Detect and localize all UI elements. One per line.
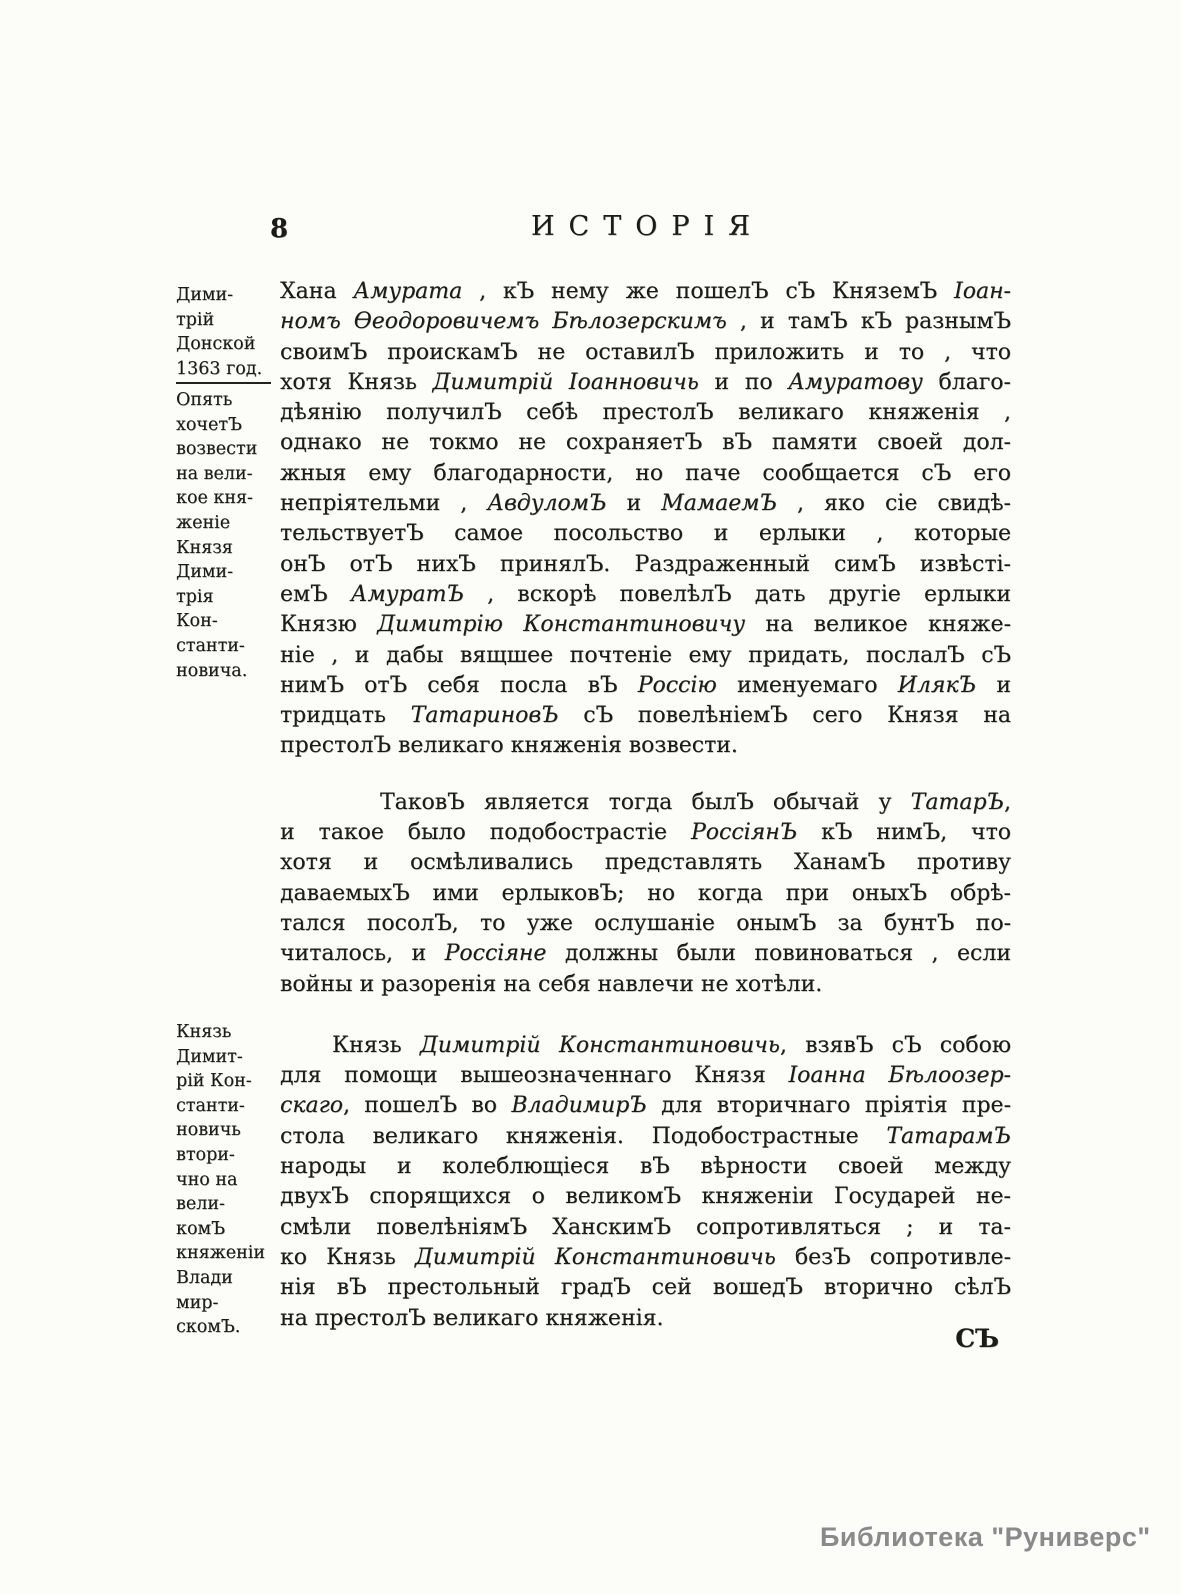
text-line: Хана Амурата , кЪ нему же пошелЪ сЪ КняземЪ Іоан-: [280, 279, 1011, 304]
margin-note-line: скомЪ.: [176, 1317, 241, 1338]
text-line: непріятельми , АвдуломЪ и МамаемЪ , яко сіе свидѣ-: [280, 491, 1011, 517]
margin-note-line: Дими-: [176, 285, 234, 305]
margin-note-divider-rule: [176, 382, 271, 384]
text-line: нія вЪ престольный градЪ сей вошедЪ вторично сѣлЪ: [280, 1275, 1011, 1301]
text-line: смѣли повелѣніямЪ ХанскимЪ сопротивляться ; и та-: [280, 1214, 1011, 1240]
text-line: войны и разоренія на себя навлечи не хотѣли.: [280, 971, 823, 997]
text-line: двухЪ спорящихся о великомЪ княженіи Государей не-: [280, 1184, 1011, 1210]
margin-note-line: станти-: [176, 1095, 245, 1116]
running-head: ИСТОРІЯ: [531, 211, 764, 242]
text-line: стола великаго княженія. Подобострастные ТатарамЪ: [280, 1123, 1011, 1149]
margin-note-line: Опять: [176, 390, 233, 410]
margin-note-prince-second-reign: [176, 1020, 274, 1340]
text-line: для помощи вышеозначеннаго Князя Іоанна Бѣлоозер-: [280, 1063, 1011, 1089]
margin-note-line: кое кня-: [176, 488, 253, 509]
text-line: народы и колеблющіеся вЪ вѣрности своей между: [280, 1154, 1011, 1180]
text-line: и такое было подобострастіе РоссіянЪ кЪ нимЪ, что: [280, 820, 1012, 846]
text-line: жныя ему благодарности, но паче сообщается сЪ его: [280, 460, 1011, 486]
text-line: тридцать ТатариновЪ сЪ повелѣніемЪ сего Князя на: [280, 703, 1012, 729]
library-watermark: Библиотека "Руниверс": [820, 1522, 1151, 1552]
text-line: читалось, и Россіяне должны были повиноваться , если: [280, 941, 1011, 967]
margin-note-line: рій Кон-: [176, 1071, 252, 1092]
margin-note-line: новича.: [176, 660, 248, 681]
text-line: дѣянію получилЪ себѣ престолЪ великаго княженія ,: [280, 400, 1011, 426]
margin-note-line: Кон-: [176, 611, 218, 632]
text-line: нимЪ отЪ себя посла вЪ Россію именуемаго ИлякЪ и: [280, 672, 1011, 698]
margin-note-line: возвести: [176, 439, 258, 460]
margin-note-line: хочетЪ: [176, 414, 242, 435]
text-line: своимЪ проискамЪ не оставилЪ приложить и то , что: [280, 339, 1011, 365]
margin-note-line: вели-: [176, 1194, 225, 1215]
text-line: номъ Ѳеодоровичемъ Бѣлозерскимъ , и тамЪ кЪ разнымЪ: [280, 309, 1012, 335]
margin-note-line: на вели-: [176, 463, 253, 484]
margin-note-line: Влади: [176, 1267, 233, 1288]
text-line: Князь Димитрій Константиновичь, взявЪ сЪ собою: [332, 1032, 1012, 1058]
paragraph: [280, 277, 1011, 762]
text-line: хотя и осмѣливались представлять ХанамЪ противу: [280, 850, 1011, 876]
paragraph: [280, 788, 1011, 1000]
text-line: ніе , и дабы вящшее почтеніе ему придать, послалЪ сЪ: [280, 642, 1011, 668]
margin-note-line: Донской: [176, 334, 256, 355]
margin-note-line: комЪ: [176, 1218, 225, 1239]
margin-note-line: новичь: [176, 1120, 241, 1141]
paragraph: [280, 1031, 1011, 1334]
text-line: ко Князь Димитрій Константиновичь безЪ сопротивле-: [280, 1244, 1012, 1270]
text-line: тался посолЪ, то уже ослушаніе онымЪ за бунтЪ по-: [280, 910, 1011, 936]
margin-note-line: Дими-: [176, 562, 234, 583]
catchword: СЪ: [955, 1324, 999, 1353]
text-line: престолЪ великаго княженія возвести.: [280, 733, 738, 759]
margin-note-line: втори-: [176, 1144, 235, 1165]
margin-note-line: мир-: [176, 1292, 219, 1313]
text-line: однако не токмо не сохраняетЪ вЪ памяти своей дол-: [280, 430, 1011, 456]
text-line: ТаковЪ является тогда былЪ обычай у ТатарЪ,: [380, 789, 1011, 815]
margin-note-line: трій: [176, 309, 215, 330]
text-line: даваемыхЪ ими ерлыковЪ; но когда при оныхЪ обрѣ-: [280, 880, 1011, 906]
text-line: скаго, пошелЪ во ВладимирЪ для вторичнаго пріятія пре-: [280, 1093, 1012, 1119]
text-line: Князю Димитрію Константиновичу на великое княже-: [280, 612, 1012, 638]
margin-note-line: женіе: [176, 512, 231, 533]
margin-note-dimitry-donskoy: [176, 283, 274, 381]
text-line: емЪ АмуратЪ , вскорѣ повелѣлЪ дать другіе ерлыки: [280, 581, 1011, 607]
body-text-block: [280, 277, 1011, 1334]
margin-note-line: Князь: [176, 1022, 232, 1042]
margin-note-line: 1363 год.: [176, 358, 263, 379]
margin-note-again-elevate-prince: [176, 388, 274, 683]
margin-note-line: трія: [176, 586, 214, 607]
margin-note-line: Димит-: [176, 1046, 243, 1067]
margin-note-line: княженіи: [176, 1243, 266, 1264]
text-line: на престолЪ великаго княженія.: [280, 1305, 664, 1331]
margin-note-line: Князя: [176, 537, 233, 558]
text-line: тельствуетЪ самое посольство и ерлыки , которые: [280, 521, 1011, 547]
margin-note-line: станти-: [176, 635, 245, 656]
text-line: онЪ отЪ нихЪ принялЪ. Раздраженный симЪ извѣсті-: [280, 551, 1011, 577]
text-line: хотя Князь Димитрій Іоанновичь и по Амуратову благо-: [280, 369, 1011, 395]
margin-note-line: чно на: [176, 1169, 238, 1190]
page-number: 8: [270, 214, 289, 244]
